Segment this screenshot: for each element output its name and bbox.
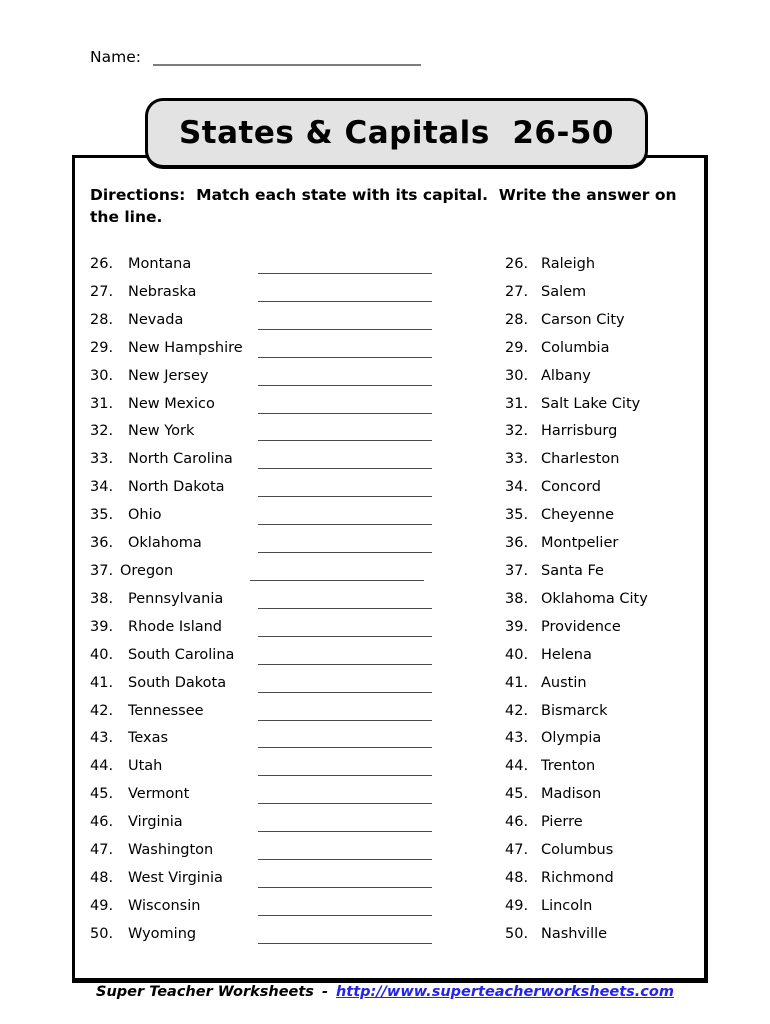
state-name: Utah [128, 758, 163, 775]
capital-row [505, 926, 648, 954]
capital-row [505, 870, 648, 898]
item-number: 42. [505, 702, 529, 719]
item-number: 41. [90, 674, 114, 691]
capital-row [505, 396, 648, 424]
name-input-line[interactable] [153, 46, 421, 66]
item-number: 48. [90, 869, 114, 886]
item-number: 46. [505, 814, 529, 831]
answer-blank[interactable] [258, 479, 432, 497]
capital-name: Cheyenne [541, 507, 615, 524]
capital-name: Olympia [541, 730, 602, 747]
capital-row [505, 675, 648, 703]
answer-blank[interactable] [258, 730, 432, 748]
item-number: 42. [90, 702, 114, 719]
state-row [90, 479, 432, 507]
item-number: 45. [90, 786, 114, 803]
item-number: 28. [505, 311, 529, 328]
capital-name: Harrisburg [541, 423, 618, 440]
state-name: South Carolina [128, 646, 235, 663]
capital-row [505, 284, 648, 312]
state-row [90, 591, 432, 619]
state-name: Pennsylvania [128, 590, 224, 607]
capital-name: Richmond [541, 869, 614, 886]
item-number: 37. [90, 562, 114, 579]
answer-blank[interactable] [258, 368, 432, 386]
capital-name: Concord [541, 479, 601, 496]
capital-name: Bismarck [541, 702, 608, 719]
state-name: Wisconsin [128, 897, 201, 914]
capital-row [505, 507, 648, 535]
answer-blank[interactable] [258, 870, 432, 888]
state-name: West Virginia [128, 869, 223, 886]
item-number: 30. [505, 367, 529, 384]
item-number: 38. [90, 590, 114, 607]
state-name: Virginia [128, 814, 183, 831]
answer-blank[interactable] [258, 647, 432, 665]
capital-row [505, 563, 648, 591]
state-row [90, 786, 432, 814]
capital-name: Helena [541, 646, 592, 663]
item-number: 32. [505, 423, 529, 440]
item-number: 28. [90, 311, 114, 328]
state-row [90, 340, 432, 368]
answer-blank[interactable] [258, 591, 432, 609]
item-number: 29. [90, 339, 114, 356]
item-number: 40. [90, 646, 114, 663]
state-name: Rhode Island [128, 618, 223, 635]
capital-name: Albany [541, 367, 591, 384]
capital-row [505, 535, 648, 563]
capital-name: Salem [541, 283, 587, 300]
state-row [90, 396, 432, 424]
item-number: 30. [90, 367, 114, 384]
answer-blank[interactable] [258, 340, 432, 358]
item-number: 31. [90, 395, 114, 412]
state-name: North Dakota [128, 479, 225, 496]
capitals-column [505, 256, 648, 954]
state-name: Oregon [120, 562, 174, 579]
answer-blank[interactable] [258, 423, 432, 441]
item-number: 48. [505, 869, 529, 886]
footer-link[interactable]: http://www.superteacherworksheets.com [335, 984, 674, 1000]
state-row [90, 842, 432, 870]
match-columns [90, 256, 648, 954]
capital-name: Pierre [541, 814, 583, 831]
directions-text [90, 185, 677, 228]
states-column [90, 256, 432, 954]
capital-name: Montpelier [541, 535, 619, 552]
state-row [90, 926, 432, 954]
capital-row [505, 758, 648, 786]
state-name: North Carolina [128, 451, 233, 468]
answer-blank[interactable] [258, 758, 432, 776]
state-row [90, 675, 432, 703]
capital-name: Austin [541, 674, 587, 691]
state-name: Montana [128, 256, 192, 272]
state-name: New Hampshire [128, 339, 243, 356]
answer-blank[interactable] [258, 535, 432, 553]
item-number: 40. [505, 646, 529, 663]
item-number: 45. [505, 786, 529, 803]
directions-line-2: the line. [90, 207, 163, 226]
state-row [90, 758, 432, 786]
item-number: 31. [505, 395, 529, 412]
worksheet-title-box [145, 98, 648, 169]
capital-name: Providence [541, 618, 621, 635]
capital-row [505, 340, 648, 368]
item-number: 27. [90, 283, 114, 300]
item-number: 29. [505, 339, 529, 356]
item-number: 36. [505, 535, 529, 552]
capital-name: Charleston [541, 451, 620, 468]
answer-blank[interactable] [258, 312, 432, 330]
item-number: 44. [90, 758, 114, 775]
capital-row [505, 703, 648, 731]
capital-row [505, 647, 648, 675]
item-number: 49. [505, 897, 529, 914]
capital-name: Columbus [541, 842, 614, 859]
item-number: 38. [505, 590, 529, 607]
state-name: South Dakota [128, 674, 227, 691]
answer-blank[interactable] [258, 451, 432, 469]
state-row [90, 368, 432, 396]
item-number: 26. [90, 256, 114, 272]
answer-blank[interactable] [258, 284, 432, 302]
state-row [90, 535, 432, 563]
capital-row [505, 730, 648, 758]
answer-blank[interactable] [250, 563, 424, 581]
answer-blank[interactable] [258, 507, 432, 525]
capital-row [505, 898, 648, 926]
capital-row [505, 423, 648, 451]
item-number: 32. [90, 423, 114, 440]
item-number: 49. [90, 897, 114, 914]
state-row [90, 703, 432, 731]
capital-row [505, 842, 648, 870]
state-row [90, 563, 432, 591]
footer [0, 984, 770, 1000]
capital-name: Salt Lake City [541, 395, 641, 412]
item-number: 34. [505, 479, 529, 496]
item-number: 47. [90, 842, 114, 859]
capital-name: Columbia [541, 339, 610, 356]
item-number: 41. [505, 674, 529, 691]
item-number: 39. [505, 618, 529, 635]
page-title: States & Capitals 26-50 [178, 115, 614, 151]
answer-blank[interactable] [258, 926, 432, 944]
state-row [90, 814, 432, 842]
state-name: New York [128, 423, 195, 440]
worksheet-body [72, 155, 708, 983]
state-name: New Mexico [128, 395, 215, 412]
capital-name: Lincoln [541, 897, 593, 914]
item-number: 35. [505, 507, 529, 524]
state-row [90, 898, 432, 926]
state-name: Nevada [128, 311, 184, 328]
state-row [90, 507, 432, 535]
item-number: 43. [90, 730, 114, 747]
capital-row [505, 312, 648, 340]
capital-row [505, 619, 648, 647]
item-number: 35. [90, 507, 114, 524]
state-row [90, 451, 432, 479]
state-name: Tennessee [128, 702, 204, 719]
capital-row [505, 786, 648, 814]
footer-brand: Super Teacher Worksheets [96, 984, 314, 1000]
answer-blank[interactable] [258, 619, 432, 637]
state-name: Vermont [128, 786, 190, 803]
answer-blank[interactable] [258, 786, 432, 804]
answer-blank[interactable] [258, 842, 432, 860]
state-name: Ohio [128, 507, 162, 524]
capital-name: Carson City [541, 311, 625, 328]
state-row [90, 870, 432, 898]
capital-name: Trenton [541, 758, 596, 775]
capital-name: Madison [541, 786, 602, 803]
item-number: 50. [90, 925, 114, 942]
answer-blank[interactable] [258, 703, 432, 721]
state-row [90, 312, 432, 340]
item-number: 46. [90, 814, 114, 831]
state-row [90, 423, 432, 451]
answer-blank[interactable] [258, 256, 432, 274]
item-number: 39. [90, 618, 114, 635]
state-name: Washington [128, 842, 214, 859]
item-number: 33. [505, 451, 529, 468]
state-name: Nebraska [128, 283, 197, 300]
state-name: Texas [128, 730, 169, 747]
state-name: New Jersey [128, 367, 209, 384]
item-number: 33. [90, 451, 114, 468]
capital-name: Nashville [541, 925, 608, 942]
state-row [90, 256, 432, 284]
state-row [90, 647, 432, 675]
item-number: 50. [505, 925, 529, 942]
capital-row [505, 451, 648, 479]
answer-blank[interactable] [258, 814, 432, 832]
item-number: 34. [90, 479, 114, 496]
name-row [90, 46, 421, 66]
item-number: 27. [505, 283, 529, 300]
state-name: Wyoming [128, 925, 197, 942]
name-label: Name: [90, 48, 141, 66]
state-row [90, 730, 432, 758]
capital-name: Santa Fe [541, 562, 604, 579]
item-number: 36. [90, 535, 114, 552]
capital-row [505, 256, 648, 284]
capital-name: Oklahoma City [541, 590, 648, 607]
item-number: 47. [505, 842, 529, 859]
state-row [90, 284, 432, 312]
capital-row [505, 368, 648, 396]
item-number: 44. [505, 758, 529, 775]
state-row [90, 619, 432, 647]
capital-name: Raleigh [541, 256, 596, 272]
capital-row [505, 479, 648, 507]
answer-blank[interactable] [258, 898, 432, 916]
state-name: Oklahoma [128, 535, 202, 552]
answer-blank[interactable] [258, 675, 432, 693]
item-number: 43. [505, 730, 529, 747]
capital-row [505, 814, 648, 842]
item-number: 26. [505, 256, 529, 272]
capital-row [505, 591, 648, 619]
footer-separator: - [321, 984, 328, 1000]
item-number: 37. [505, 562, 529, 579]
directions-line-1: Directions: Match each state with its capital. Write the answer on [90, 186, 677, 204]
answer-blank[interactable] [258, 396, 432, 414]
